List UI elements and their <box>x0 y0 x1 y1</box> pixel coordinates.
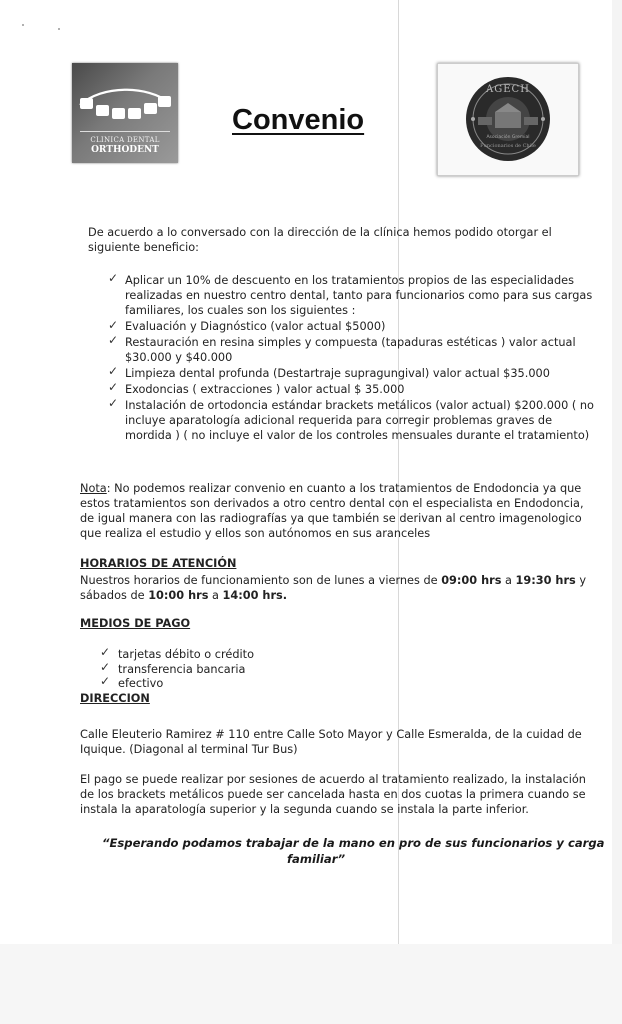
close-time: 19:30 hrs <box>515 574 576 587</box>
intro-line: De acuerdo a lo conversado con la dirección de la clínica hemos podido otorgar el <box>88 226 552 239</box>
list-item: mordida ) ( no incluye el valor de los controles mensuales durante el tratamiento) <box>125 429 590 442</box>
list-item: familiares, los cuales son los siguientes : <box>125 304 356 317</box>
check-icon: ✓ <box>108 333 119 347</box>
scan-speck <box>22 24 24 26</box>
horarios-text: sábados de <box>80 589 149 602</box>
seal-icon <box>438 64 578 175</box>
logo-line2: ORTHODENT <box>91 145 159 155</box>
list-item: incluye aparatología adicional requerida para corregir problemas graves de <box>125 414 553 427</box>
check-icon: ✓ <box>108 364 119 378</box>
horarios-text: a <box>208 589 223 602</box>
scan-bottom-band <box>0 944 622 1024</box>
list-item: Instalación de ortodoncia estándar brackets metálicos (valor actual) $200.000 ( no <box>125 399 594 412</box>
check-icon: ✓ <box>108 318 119 332</box>
horarios-text: Nuestros horarios de funcionamiento son de lunes a viernes de <box>80 574 442 587</box>
direccion-heading: DIRECCION <box>80 692 150 705</box>
nota-text: : No podemos realizar convenio en cuanto a los tratamientos de Endodoncia ya que <box>106 482 582 495</box>
check-icon: ✓ <box>100 645 111 659</box>
list-item: realizadas en nuestro centro dental, tanto para funcionarios como para sus cargas <box>125 289 593 302</box>
horarios-text: a <box>501 574 516 587</box>
horarios-heading: HORARIOS DE ATENCIÓN <box>80 557 237 570</box>
list-item: Restauración en resina simples y compuesta (tapaduras estéticas ) valor actual <box>125 336 576 349</box>
check-icon: ✓ <box>100 674 111 688</box>
seal-small-text: Asociación Gremial <box>486 135 530 140</box>
list-item: Evaluación y Diagnóstico (valor actual $5000) <box>125 320 386 333</box>
closing-quote: “Esperando podamos trabajar de la mano en pro de sus funcionarios y carga <box>102 836 605 850</box>
list-item: Limpieza dental profunda (Destartraje supragungival) valor actual $35.000 <box>125 367 550 380</box>
open-time: 09:00 hrs <box>441 574 502 587</box>
horarios-text: y <box>575 574 587 587</box>
nota-label: Nota <box>80 482 107 495</box>
list-item: efectivo <box>118 677 164 690</box>
list-item: tarjetas débito o crédito <box>118 648 254 661</box>
payment-note-line: de los brackets metálicos puede ser cancelada hasta en dos cuotas la primera cuando se <box>80 788 586 801</box>
sat-open-time: 10:00 hrs <box>148 589 209 602</box>
logo-line1: CLINICA DENTAL <box>90 136 160 144</box>
seal-bottom-text: Funcionarios de Chile <box>480 143 536 149</box>
list-item: $30.000 y $40.000 <box>125 351 233 364</box>
clinic-logo <box>72 63 178 163</box>
scan-speck <box>58 28 60 30</box>
scan-edge <box>612 0 622 1024</box>
payment-note-line: instala la aparatología superior y la segunda cuando se instala la parte inferior. <box>80 803 529 816</box>
closing-quote: familiar” <box>287 852 346 866</box>
check-icon: ✓ <box>100 660 111 674</box>
direccion-line: Iquique. (Diagonal al terminal Tur Bus) <box>80 743 298 756</box>
list-item: Exodoncias ( extracciones ) valor actual $ 35.000 <box>125 383 405 396</box>
horarios-line <box>80 588 287 603</box>
pago-heading: MEDIOS DE PAGO <box>80 617 191 630</box>
direccion-line: Calle Eleuterio Ramirez # 110 entre Calle Soto Mayor y Calle Esmeralda, de la cuidad de <box>80 728 582 741</box>
page-title: Convenio <box>232 104 365 136</box>
nota-line: estos tratamientos son derivados a otro centro dental con el especialista en Endodoncia, <box>80 497 584 510</box>
list-item: Aplicar un 10% de descuento en los tratamientos propios de las especialidades <box>125 274 574 287</box>
agech-logo <box>437 63 579 176</box>
check-icon: ✓ <box>108 271 119 285</box>
nota-line: que realiza el estudio y ellos son autónomos en sus aranceles <box>80 527 431 540</box>
check-icon: ✓ <box>108 380 119 394</box>
horarios-line <box>80 573 586 588</box>
sat-close-time: 14:00 hrs. <box>222 589 288 602</box>
payment-note-line: El pago se puede realizar por sesiones de acuerdo al tratamiento realizado, la instalación <box>80 773 586 786</box>
seal-top-text: AGECH <box>486 84 530 95</box>
check-icon: ✓ <box>108 396 119 410</box>
list-item: transferencia bancaria <box>118 663 246 676</box>
intro-line: siguiente beneficio: <box>88 241 199 254</box>
nota-line <box>80 481 581 496</box>
nota-line: de igual manera con las radiografías ya que también se derivan al centro imagenologico <box>80 512 582 525</box>
